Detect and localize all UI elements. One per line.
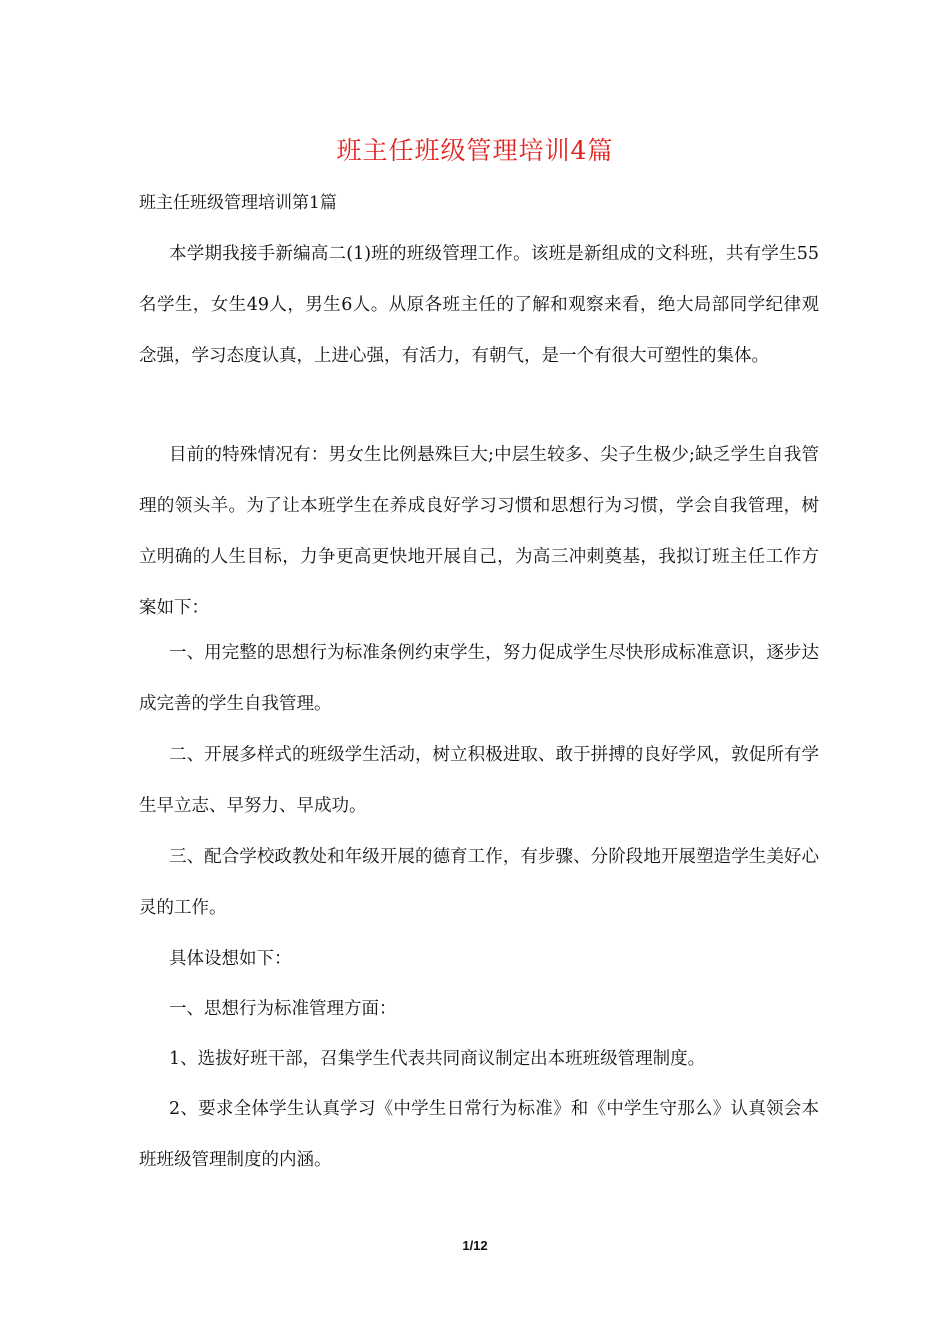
paragraph-plan-intro: 具体设想如下： [169,949,292,969]
paragraph-point-1: 一、用完整的思想行为标准条例约束学生，努力促成学生尽快形成标准意识，逐步达成完善的学生自我管理。 [139,643,819,714]
section-heading: 班主任班级管理培训第1篇 [139,193,337,213]
paragraph-intro: 本学期我接手新编高二(1)班的班级管理工作。该班是新组成的文科班，共有学生55名学生，女生49人，男生6人。从原各班主任的了解和观察来看，绝大局部同学纪律观念强，学习态度认真，上进心强，有活力，有朝气，是一个有很大可塑性的集体。 [139,244,819,366]
page-number: 1/12 [462,1238,488,1253]
paragraph-item-1: 1、选拔好班干部，召集学生代表共同商议制定出本班班级管理制度。 [169,1049,706,1069]
paragraph-item-2: 2、要求全体学生认真学习《中学生日常行为标准》和《中学生守那么》认真领会本班班级管理制度的内涵。 [139,1099,819,1170]
paragraph-subsection: 一、思想行为标准管理方面： [169,999,397,1019]
document-title: 班主任班级管理培训4篇 [336,136,614,165]
paragraph-point-3: 三、配合学校政教处和年级开展的德育工作，有步骤、分阶段地开展塑造学生美好心灵的工作。 [139,847,819,918]
paragraph-situation: 目前的特殊情况有：男女生比例悬殊巨大;中层生较多、尖子生极少;缺乏学生自我管理的领头羊。为了让本班学生在养成良好学习习惯和思想行为习惯，学会自我管理，树立明确的人生目标，力争更高更快地开展自己，为高三冲刺奠基，我拟订班主任工作方案如下： [139,445,819,618]
paragraph-point-2: 二、开展多样式的班级学生活动，树立积极进取、敢于拼搏的良好学风，敦促所有学生早立志、早努力、早成功。 [139,745,819,816]
